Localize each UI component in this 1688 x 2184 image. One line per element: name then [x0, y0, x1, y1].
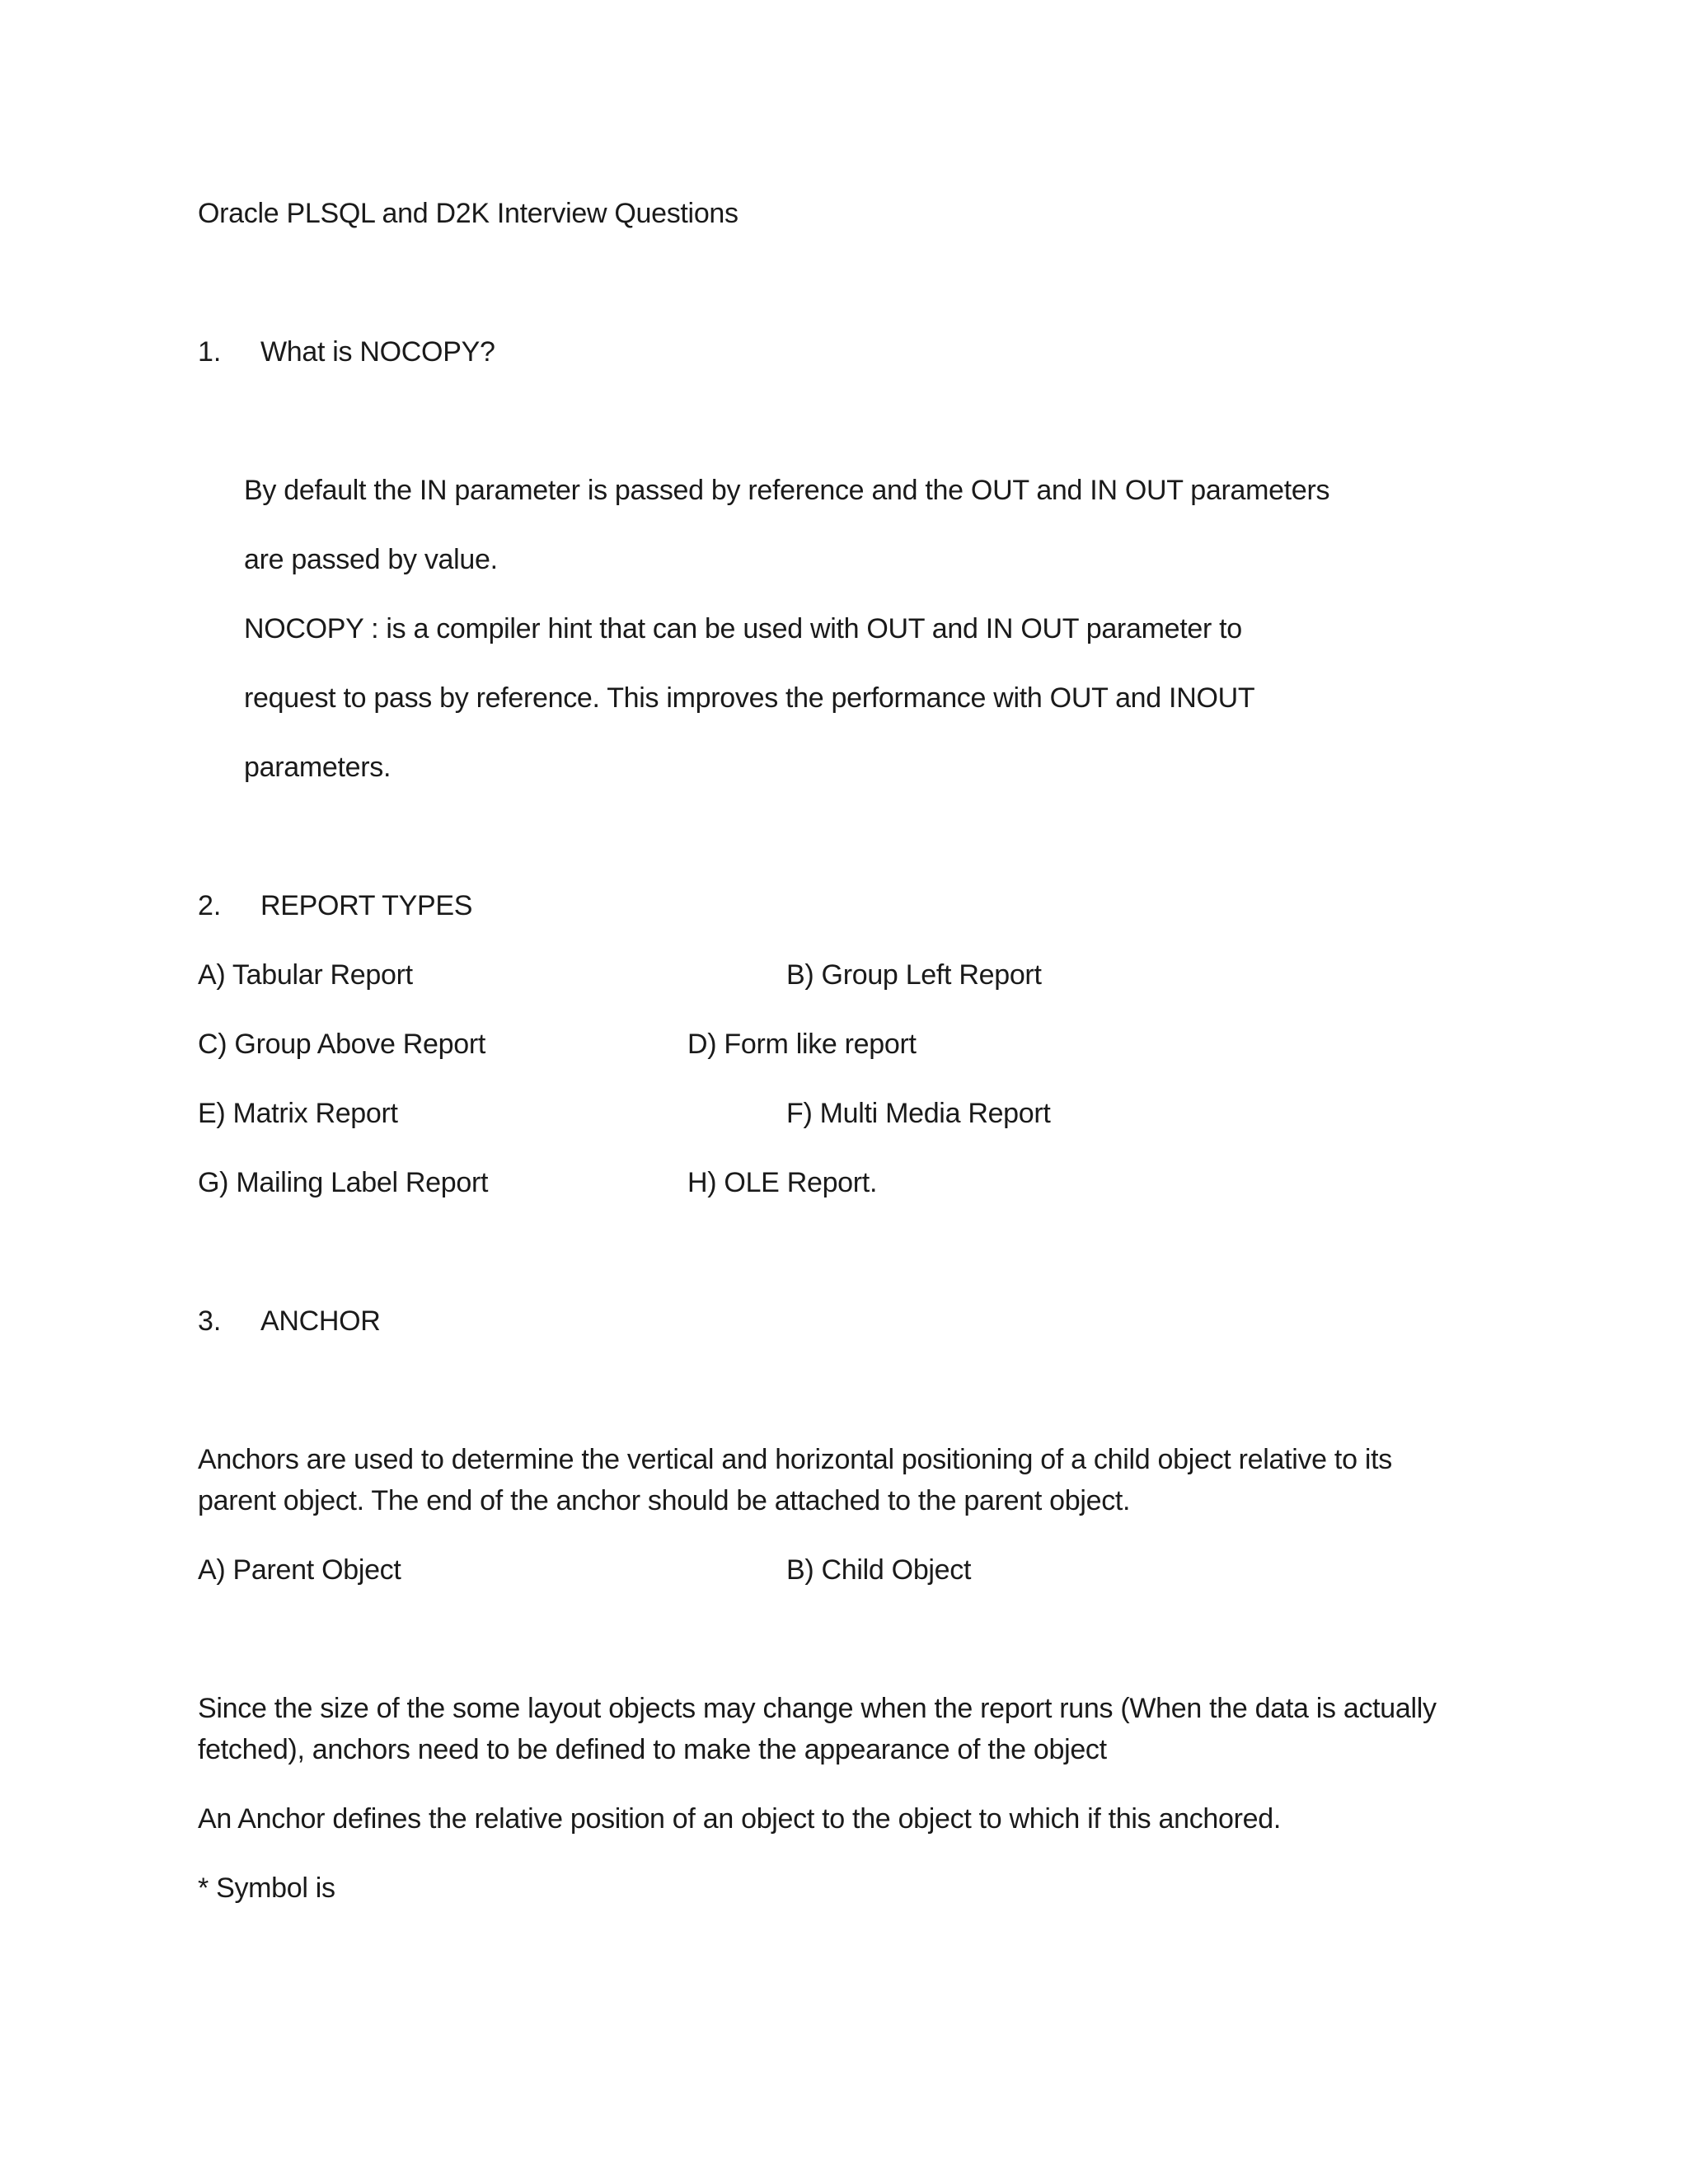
q3-paragraph-line: Anchors are used to determine the vertical and horizontal positioning of a child object relative to its	[198, 1444, 1392, 1475]
q3-heading: ANCHOR	[260, 1305, 381, 1337]
q1-line: request to pass by reference. This improves the performance with OUT and INOUT	[244, 682, 1255, 714]
report-type-item: H) OLE Report.	[687, 1167, 878, 1198]
q1-number: 1.	[198, 336, 222, 368]
q1-line: are passed by value.	[244, 544, 498, 575]
report-type-item: C) Group Above Report	[198, 1029, 485, 1060]
report-type-item: F) Multi Media Report	[786, 1098, 1051, 1129]
q1-line: parameters.	[244, 752, 392, 783]
q1-heading: What is NOCOPY?	[260, 336, 495, 368]
anchor-object-item: B) Child Object	[786, 1554, 972, 1586]
q3-paragraph-line: parent object. The end of the anchor should be attached to the parent object.	[198, 1485, 1131, 1516]
report-type-item: A) Tabular Report	[198, 959, 413, 991]
q2-number: 2.	[198, 890, 222, 921]
q3-paragraph-line: * Symbol is	[198, 1872, 335, 1904]
document-title: Oracle PLSQL and D2K Interview Questions	[198, 198, 738, 229]
q2-heading: REPORT TYPES	[260, 890, 473, 921]
report-type-item: D) Form like report	[687, 1029, 917, 1060]
anchor-object-item: A) Parent Object	[198, 1554, 401, 1586]
q1-line: By default the IN parameter is passed by reference and the OUT and IN OUT parameters	[244, 475, 1330, 506]
q3-paragraph-line: An Anchor defines the relative position of an object to the object to which if this anchored.	[198, 1803, 1282, 1835]
q3-number: 3.	[198, 1305, 222, 1337]
q3-paragraph-line: fetched), anchors need to be defined to make the appearance of the object	[198, 1734, 1107, 1765]
report-type-item: G) Mailing Label Report	[198, 1167, 489, 1198]
report-type-item: E) Matrix Report	[198, 1098, 398, 1129]
report-type-item: B) Group Left Report	[786, 959, 1042, 991]
q3-paragraph-line: Since the size of the some layout objects may change when the report runs (When the data is actually	[198, 1693, 1437, 1724]
q1-line: NOCOPY : is a compiler hint that can be used with OUT and IN OUT parameter to	[244, 613, 1242, 644]
